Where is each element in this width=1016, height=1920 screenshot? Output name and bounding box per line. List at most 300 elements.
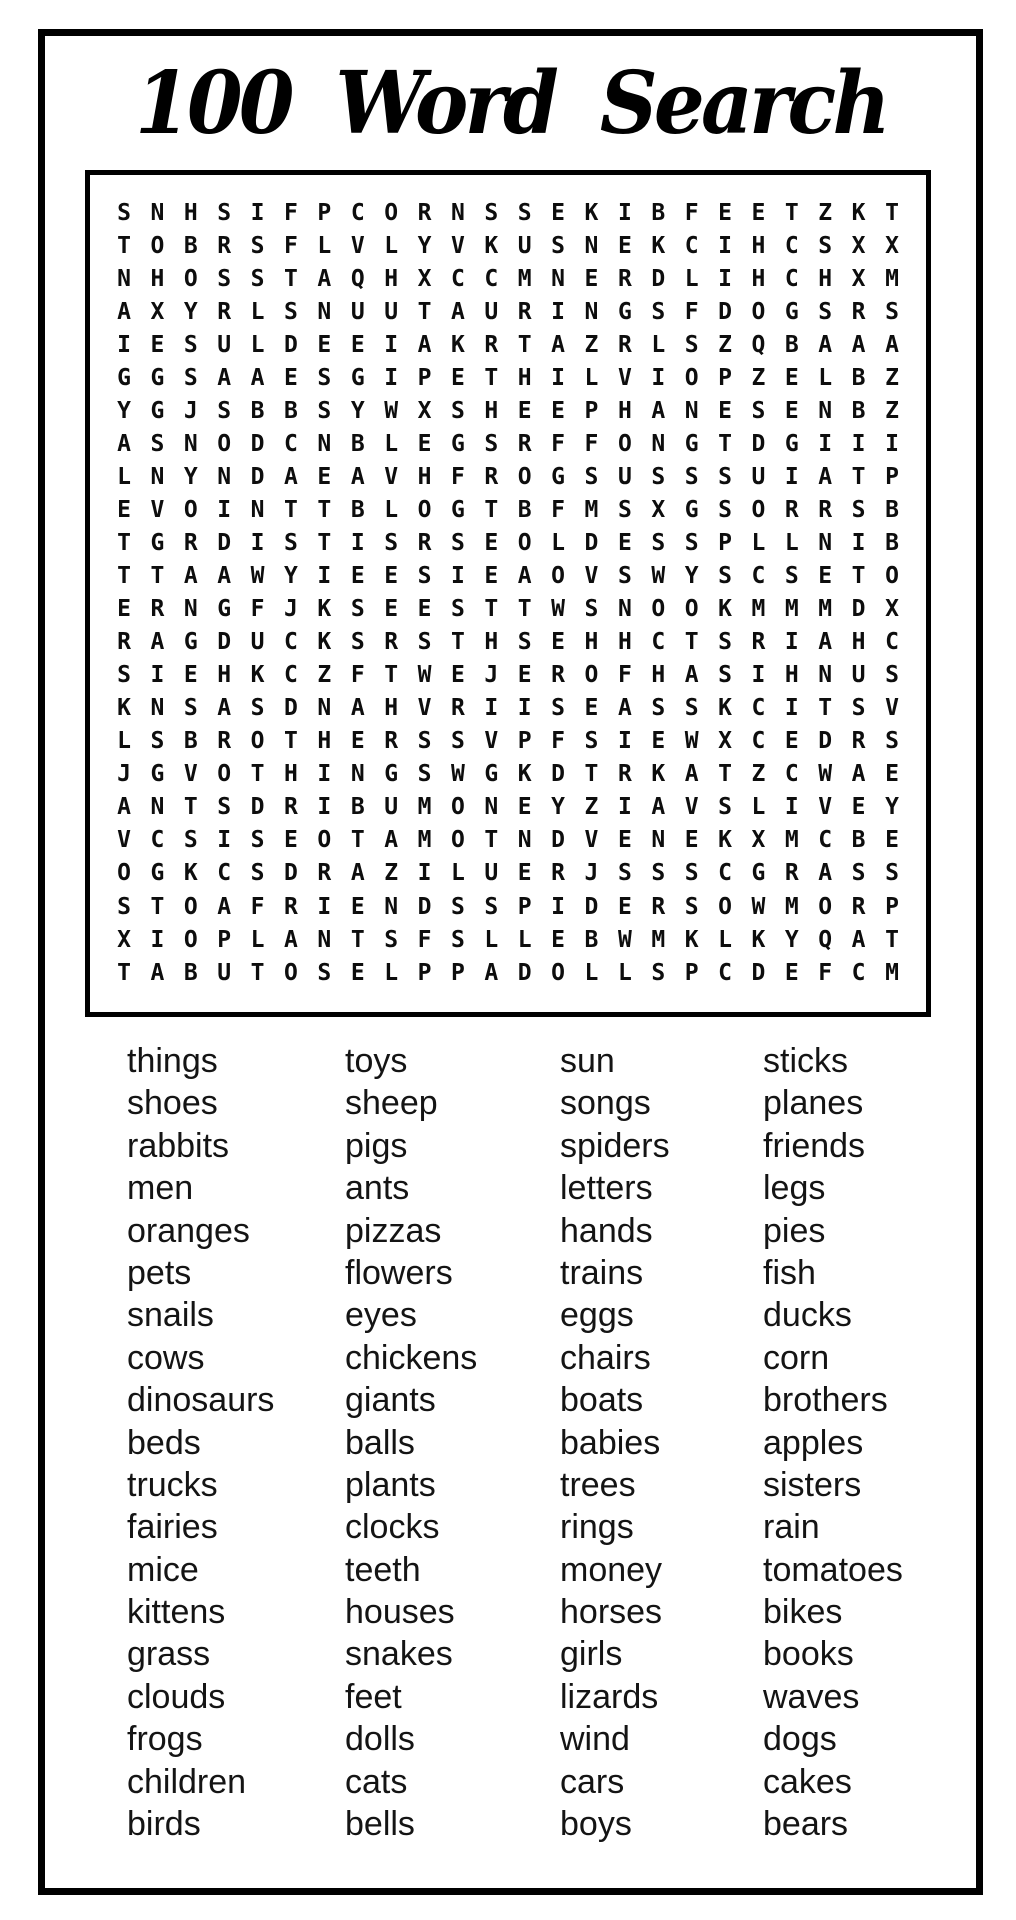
grid-letter: H	[851, 629, 866, 656]
grid-letter: R	[484, 463, 499, 490]
grid-letter: C	[885, 629, 899, 656]
grid-letter: O	[718, 893, 732, 920]
grid-letter: S	[183, 331, 198, 358]
grid-letter: I	[651, 364, 666, 391]
grid-letter: A	[384, 827, 399, 854]
grid-letter: I	[751, 662, 766, 689]
word-item: books	[763, 1635, 854, 1674]
grid-letter: K	[450, 331, 465, 358]
grid-letter: H	[150, 265, 165, 292]
grid-letter: S	[718, 629, 732, 656]
word-item: clocks	[345, 1508, 440, 1547]
grid-letter: Y	[350, 397, 365, 424]
grid-letter: P	[417, 364, 432, 391]
grid-letter: S	[484, 893, 499, 920]
grid-letter: W	[417, 662, 432, 689]
grid-letter: K	[584, 199, 599, 226]
grid-letter: Z	[584, 331, 599, 358]
grid-letter: V	[684, 794, 699, 821]
grid-letter: T	[450, 629, 465, 656]
grid-letter: P	[517, 893, 532, 920]
grid-letter: A	[851, 761, 866, 788]
grid-letter: K	[751, 926, 766, 953]
grid-letter: T	[584, 761, 599, 788]
word-item: fish	[763, 1253, 816, 1292]
word-item: shoes	[127, 1084, 218, 1123]
word-item: dinosaurs	[127, 1381, 275, 1420]
grid-letter: N	[317, 298, 332, 325]
grid-letter: F	[284, 232, 298, 259]
grid-letter: P	[450, 959, 465, 986]
grid-letter: N	[551, 265, 566, 292]
grid-letter: E	[117, 596, 131, 623]
grid-letter: U	[617, 463, 632, 490]
word-item: mice	[127, 1550, 199, 1589]
grid-letter: S	[584, 728, 599, 755]
grid-letter: U	[517, 232, 532, 259]
grid-letter: A	[684, 761, 699, 788]
grid-letter: K	[250, 662, 265, 689]
grid-letter: O	[450, 794, 465, 821]
grid-letter: X	[851, 265, 866, 292]
grid-letter: H	[617, 629, 632, 656]
grid-letter: I	[818, 430, 833, 457]
grid-letter: E	[551, 199, 566, 226]
grid-letter: O	[684, 596, 699, 623]
grid-letter: T	[317, 529, 332, 556]
grid-letter: H	[751, 232, 766, 259]
word-item: eyes	[345, 1296, 417, 1335]
grid-letter: I	[384, 364, 399, 391]
grid-letter: C	[150, 827, 165, 854]
grid-letter: G	[484, 761, 499, 788]
grid-letter: C	[217, 860, 232, 887]
grid-letter: B	[284, 397, 298, 424]
grid-letter: X	[718, 728, 732, 755]
grid-letter: L	[117, 463, 131, 490]
grid-letter: S	[651, 463, 666, 490]
grid-letter: E	[885, 761, 899, 788]
word-item: snails	[127, 1296, 214, 1335]
grid-letter: C	[718, 860, 732, 887]
grid-letter: F	[250, 893, 265, 920]
grid-letter: C	[851, 959, 866, 986]
grid-letter: A	[117, 298, 131, 325]
grid-letter: E	[885, 827, 899, 854]
grid-letter: I	[117, 331, 131, 358]
grid-letter: J	[484, 662, 499, 689]
grid-letter: E	[484, 563, 499, 590]
grid-letter: W	[617, 926, 632, 953]
grid-letter: R	[551, 662, 566, 689]
word-item: pies	[763, 1211, 826, 1250]
word-item: cars	[560, 1762, 625, 1801]
grid-letter: S	[885, 860, 899, 887]
grid-letter: R	[784, 496, 799, 523]
grid-letter: B	[651, 199, 666, 226]
word-item: men	[127, 1169, 194, 1208]
grid-letter: S	[417, 728, 432, 755]
grid-letter: T	[718, 430, 732, 457]
grid-letter: V	[183, 761, 198, 788]
grid-letter: V	[350, 232, 365, 259]
grid-letter: T	[818, 695, 833, 722]
grid-letter: O	[183, 496, 198, 523]
grid-letter: E	[350, 959, 365, 986]
grid-letter: I	[317, 893, 332, 920]
grid-letter: E	[684, 827, 699, 854]
grid-letter: I	[384, 331, 399, 358]
grid-letter: D	[584, 529, 599, 556]
grid-letter: E	[784, 364, 799, 391]
grid-letter: S	[517, 629, 532, 656]
grid-letter: L	[250, 298, 265, 325]
grid-letter: J	[183, 397, 198, 424]
grid-letter: A	[117, 430, 131, 457]
grid-letter: B	[851, 397, 866, 424]
word-item: children	[127, 1762, 247, 1801]
word-item: sun	[560, 1042, 615, 1080]
grid-letter: T	[484, 827, 499, 854]
grid-letter: A	[684, 662, 699, 689]
grid-letter: O	[183, 893, 198, 920]
grid-letter: L	[384, 496, 399, 523]
word-item: teeth	[345, 1550, 421, 1589]
grid-letter: G	[150, 860, 165, 887]
grid-letter: N	[684, 397, 699, 424]
grid-letter: H	[484, 397, 499, 424]
grid-letter: E	[617, 232, 632, 259]
word-item: oranges	[127, 1211, 250, 1250]
grid-letter: X	[417, 265, 432, 292]
grid-letter: P	[417, 959, 432, 986]
grid-letter: W	[551, 596, 566, 623]
grid-letter: O	[684, 364, 699, 391]
grid-letter: P	[718, 529, 732, 556]
grid-letter: C	[284, 430, 298, 457]
grid-letter: S	[117, 662, 131, 689]
grid-letter: N	[450, 199, 465, 226]
grid-letter: T	[284, 496, 298, 523]
grid-letter: R	[417, 199, 432, 226]
grid-letter: N	[317, 926, 332, 953]
grid-letter: S	[684, 529, 699, 556]
grid-letter: S	[484, 430, 499, 457]
grid-letter: B	[584, 926, 599, 953]
word-item: sheep	[345, 1084, 438, 1123]
grid-letter: H	[183, 199, 198, 226]
grid-letter: S	[284, 298, 298, 325]
grid-letter: T	[117, 959, 131, 986]
grid-letter: E	[617, 827, 632, 854]
grid-letter: N	[584, 232, 599, 259]
grid-letter: Y	[117, 397, 131, 424]
word-item: kittens	[127, 1593, 226, 1632]
grid-letter: G	[150, 529, 165, 556]
grid-letter: D	[217, 629, 232, 656]
grid-letter: R	[851, 728, 866, 755]
word-item: houses	[345, 1593, 455, 1632]
grid-letter: C	[484, 265, 499, 292]
grid-letter: E	[784, 397, 799, 424]
grid-letter: M	[784, 893, 799, 920]
grid-letter: T	[384, 662, 399, 689]
grid-letter: T	[784, 199, 799, 226]
grid-letter: L	[684, 265, 699, 292]
grid-letter: I	[317, 761, 332, 788]
grid-letter: Y	[784, 926, 799, 953]
grid-letter: G	[617, 298, 632, 325]
grid-letter: S	[584, 463, 599, 490]
grid-letter: O	[117, 860, 131, 887]
grid-letter: U	[484, 860, 499, 887]
grid-letter: B	[183, 728, 198, 755]
word-item: eggs	[560, 1296, 634, 1335]
grid-letter: F	[284, 199, 298, 226]
grid-letter: G	[150, 364, 165, 391]
grid-letter: C	[751, 695, 766, 722]
grid-letter: K	[651, 232, 666, 259]
grid-letter: S	[885, 662, 899, 689]
grid-letter: U	[350, 298, 365, 325]
grid-letter: I	[718, 232, 732, 259]
grid-letter: E	[317, 331, 332, 358]
grid-letter: C	[718, 959, 732, 986]
grid-letter: S	[718, 496, 732, 523]
grid-letter: B	[183, 959, 198, 986]
grid-letter: S	[117, 893, 131, 920]
grid-letter: C	[284, 662, 298, 689]
grid-letter: N	[317, 430, 332, 457]
grid-letter: W	[250, 563, 265, 590]
grid-letter: I	[851, 430, 866, 457]
word-item: chickens	[345, 1338, 478, 1377]
grid-letter: S	[350, 596, 365, 623]
grid-letter: Y	[885, 794, 899, 821]
grid-letter: F	[551, 430, 566, 457]
grid-letter: D	[551, 827, 566, 854]
grid-letter: V	[417, 695, 432, 722]
grid-letter: L	[551, 529, 566, 556]
grid-letter: E	[450, 662, 465, 689]
grid-letter: P	[517, 728, 532, 755]
grid-letter: S	[284, 529, 298, 556]
grid-letter: E	[584, 695, 599, 722]
grid-letter: L	[384, 430, 399, 457]
grid-letter: O	[150, 232, 165, 259]
grid-letter: H	[417, 463, 432, 490]
grid-letter: S	[417, 761, 432, 788]
grid-letter: I	[784, 629, 799, 656]
grid-letter: Z	[818, 199, 833, 226]
grid-letter: G	[551, 463, 566, 490]
grid-letter: D	[417, 893, 432, 920]
word-item: tomatoes	[763, 1550, 903, 1589]
grid-letter: W	[751, 893, 766, 920]
grid-letter: Z	[885, 364, 899, 391]
grid-letter: L	[584, 364, 599, 391]
grid-letter: S	[484, 199, 499, 226]
grid-letter: D	[284, 331, 298, 358]
word-item: sisters	[763, 1465, 862, 1504]
grid-letter: D	[250, 463, 265, 490]
grid-letter: A	[484, 959, 499, 986]
grid-letter: I	[551, 893, 566, 920]
grid-letter: S	[851, 860, 866, 887]
grid-letter: E	[284, 364, 298, 391]
grid-letter: S	[250, 232, 265, 259]
word-item: cats	[345, 1762, 408, 1801]
grid-letter: A	[150, 959, 165, 986]
grid-letter: S	[117, 199, 131, 226]
grid-letter: S	[350, 629, 365, 656]
grid-letter: I	[450, 563, 465, 590]
grid-letter: K	[684, 926, 699, 953]
grid-letter: I	[150, 926, 165, 953]
grid-letter: S	[317, 959, 332, 986]
word-item: pizzas	[345, 1211, 442, 1250]
grid-letter: T	[183, 794, 198, 821]
grid-letter: J	[284, 596, 298, 623]
grid-letter: M	[751, 596, 766, 623]
grid-letter: T	[517, 596, 532, 623]
grid-letter: E	[784, 728, 799, 755]
grid-letter: O	[751, 298, 766, 325]
grid-letter: O	[183, 265, 198, 292]
grid-letter: O	[450, 827, 465, 854]
grid-letter: A	[217, 893, 232, 920]
grid-letter: C	[684, 232, 699, 259]
grid-letter: O	[183, 926, 198, 953]
grid-letter: H	[651, 662, 666, 689]
grid-letter: T	[885, 199, 899, 226]
grid-letter: I	[217, 496, 232, 523]
grid-letter: S	[183, 827, 198, 854]
grid-letter: R	[551, 860, 566, 887]
grid-letter: N	[617, 596, 632, 623]
grid-letter: S	[885, 728, 899, 755]
grid-letter: G	[150, 397, 165, 424]
grid-letter: S	[718, 794, 732, 821]
word-item: grass	[127, 1635, 211, 1674]
grid-letter: N	[150, 463, 165, 490]
grid-letter: O	[551, 563, 566, 590]
grid-letter: L	[250, 926, 265, 953]
grid-letter: N	[217, 463, 232, 490]
grid-letter: O	[651, 596, 666, 623]
grid-letter: D	[517, 959, 532, 986]
grid-letter: R	[484, 331, 499, 358]
grid-letter: D	[250, 430, 265, 457]
grid-letter: K	[851, 199, 866, 226]
grid-letter: S	[450, 397, 465, 424]
grid-letter: P	[885, 893, 899, 920]
grid-letter: S	[818, 232, 833, 259]
grid-letter: S	[150, 430, 165, 457]
grid-letter: E	[551, 926, 566, 953]
grid-letter: H	[818, 265, 833, 292]
word-item: waves	[763, 1677, 860, 1716]
grid-letter: S	[718, 563, 732, 590]
grid-letter: F	[584, 430, 599, 457]
grid-letter: Y	[183, 298, 198, 325]
grid-letter: Z	[317, 662, 332, 689]
grid-letter: V	[117, 827, 131, 854]
grid-letter: S	[617, 496, 632, 523]
grid-letter: M	[517, 265, 532, 292]
grid-letter: N	[484, 794, 499, 821]
grid-letter: S	[684, 893, 699, 920]
word-item: bikes	[763, 1593, 843, 1632]
grid-letter: A	[350, 463, 365, 490]
grid-letter: M	[784, 596, 799, 623]
grid-letter: I	[484, 695, 499, 722]
word-item: girls	[560, 1635, 623, 1674]
grid-letter: U	[384, 794, 399, 821]
grid-letter: N	[250, 496, 265, 523]
grid-letter: M	[417, 794, 432, 821]
grid-letter: S	[384, 926, 399, 953]
grid-letter: F	[450, 463, 465, 490]
grid-letter: I	[551, 298, 566, 325]
grid-letter: W	[684, 728, 699, 755]
word-item: spiders	[560, 1126, 670, 1165]
grid-letter: A	[217, 364, 232, 391]
grid-letter: L	[617, 959, 632, 986]
grid-letter: C	[818, 827, 833, 854]
grid-letter: E	[818, 563, 833, 590]
grid-letter: B	[350, 496, 365, 523]
word-column	[345, 1040, 477, 1845]
word-item: dolls	[345, 1720, 415, 1759]
word-item: trucks	[127, 1465, 218, 1504]
grid-letter: H	[217, 662, 232, 689]
letter-grid	[90, 196, 926, 989]
grid-letter: P	[217, 926, 232, 953]
grid-letter: F	[684, 298, 699, 325]
grid-letter: E	[617, 893, 632, 920]
grid-letter: N	[651, 827, 666, 854]
grid-letter: I	[217, 827, 232, 854]
word-item: wind	[560, 1720, 630, 1759]
grid-letter: T	[250, 959, 265, 986]
grid-letter: I	[551, 364, 566, 391]
grid-letter: S	[718, 662, 732, 689]
grid-letter: R	[317, 860, 332, 887]
grid-letter: A	[217, 695, 232, 722]
grid-letter: E	[183, 662, 198, 689]
grid-letter: G	[684, 496, 699, 523]
grid-letter: O	[551, 959, 566, 986]
grid-letter: G	[684, 430, 699, 457]
grid-letter: I	[150, 662, 165, 689]
grid-letter: L	[718, 926, 732, 953]
grid-letter: C	[350, 199, 365, 226]
grid-letter: S	[217, 199, 232, 226]
grid-letter: K	[317, 596, 332, 623]
grid-letter: K	[183, 860, 198, 887]
grid-letter: X	[117, 926, 131, 953]
grid-letter: E	[751, 199, 766, 226]
grid-letter: F	[551, 728, 566, 755]
grid-letter: E	[284, 827, 298, 854]
grid-letter: X	[851, 232, 866, 259]
grid-letter: E	[851, 794, 866, 821]
grid-letter: A	[217, 563, 232, 590]
grid-letter: I	[317, 563, 332, 590]
grid-letter: N	[117, 265, 131, 292]
grid-letter: N	[651, 430, 666, 457]
